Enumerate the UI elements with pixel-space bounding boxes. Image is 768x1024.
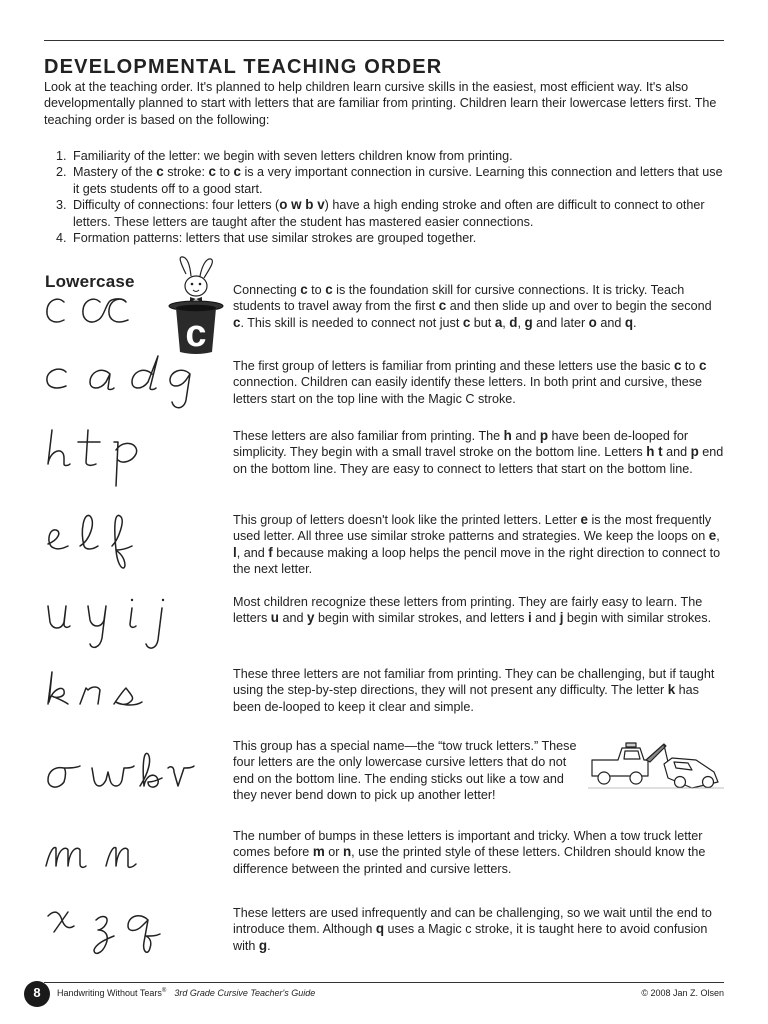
cursive-e-l-f <box>44 510 144 574</box>
list-number: 1. <box>56 149 67 163</box>
page-number-badge <box>24 981 50 1007</box>
group-paragraph: The number of bumps in these letters is important and tricky. When a tow truck letter comes before m or n, use the printed style of these letters. Children should know the difference between the printed and cursive letters. <box>233 829 706 876</box>
list-number: 3. <box>56 198 67 213</box>
group-paragraph: Connecting c to c is the foundation skill for cursive connections. It is tricky. Teach students to travel away from the first c and then slide up and over to begin the second c. This skill is needed to connect not just c but a, d, g and later o and q. <box>233 282 712 330</box>
tow-truck-icon <box>588 734 724 792</box>
cursive-o-w-b-v <box>44 750 204 800</box>
list-text: Familiarity of the letter: we begin with seven letters children know from printing. <box>73 149 513 163</box>
publisher-name: Handwriting Without Tears <box>57 988 162 998</box>
copyright-notice: © 2008 Jan Z. Olsen <box>641 988 724 998</box>
list-item <box>56 197 726 230</box>
intro-paragraph: Look at the teaching order. It's planned to help children learn cursive skills in the easiest, most efficient way. It's also developmentally planned to start with letters that are familiar from printing. Children learn their lowercase letters first. The teaching order is based on the following: <box>44 80 717 127</box>
group-paragraph: Most children recognize these letters from printing. They are fairly easy to learn. The letters u and y begin with similar strokes, and letters i and j begin with similar strokes. <box>233 595 712 626</box>
registered-mark: ® <box>161 988 167 994</box>
footer-book-info <box>57 988 315 998</box>
top-rule <box>44 40 724 41</box>
cursive-u-y-i-j <box>44 594 174 654</box>
list-text: Mastery of the c stroke: c to c is a very important connection in cursive. Learning this connection and letters that use it gets students off to a good start. <box>73 164 723 196</box>
group-paragraph: These three letters are not familiar from printing. They can be challenging, but if taught using the step-by-step directions, they will not present any difficulty. The letter k has been de-looped to keep it clear and simple. <box>233 667 715 714</box>
group-paragraph: This group has a special name—the “tow truck letters.” These four letters are the only lowercase cursive letters that do not end on the bottom line. The ending sticks out like a tow and they never bend down to pick up another letter! <box>233 739 577 803</box>
group-paragraph: These letters are also familiar from printing. The h and p have been de-looped for simplicity. They begin with a small travel stroke on the bottom line. Letters h t and p end on the bottom line. They are easy to connect to letters that start on the bottom line. <box>233 428 724 476</box>
book-title: 3rd Grade Cursive Teacher's Guide <box>174 988 316 998</box>
list-item <box>56 164 726 197</box>
cursive-k-r-s <box>44 668 154 712</box>
list-text: Difficulty of connections: four letters (o w b v) have a high ending stroke and often are difficult to connect to other letters. These letters are taught after the student has mastered easier connections. <box>73 197 705 229</box>
hat-letter: c <box>185 313 207 355</box>
lowercase-heading: Lowercase <box>45 272 135 291</box>
bottom-rule <box>44 982 724 983</box>
cursive-x-z-q <box>44 900 164 960</box>
cursive-m-n <box>44 836 164 872</box>
group-paragraph: This group of letters doesn't look like the printed letters. Letter e is the most frequently used letter. All three use similar stroke patterns and strategies. We keep the loops on e, l, and f because making a loop helps the pencil move in the right direction to connect to the next letter. <box>233 512 721 577</box>
cursive-h-t-p <box>44 424 154 494</box>
rabbit-hat-icon <box>166 256 224 358</box>
group-paragraph: These letters are used infrequently and can be challenging, so we wait until the end to introduce them. Although q uses a Magic c stroke, it is taught here to avoid confusion with g. <box>233 906 712 953</box>
list-item <box>56 148 726 164</box>
list-item <box>56 230 726 246</box>
list-number: 2. <box>56 165 67 180</box>
list-text: Formation patterns: letters that use similar strokes are grouped together. <box>73 231 477 246</box>
page-number: 8 <box>33 985 41 1000</box>
list-number: 4. <box>56 231 67 246</box>
page-title: DEVELOPMENTAL TEACHING ORDER <box>44 56 443 78</box>
cursive-c-a-d-g <box>44 352 204 412</box>
group-paragraph: The first group of letters is familiar from printing and these letters use the basic c to c connection. Children can easily identify these letters. In both print and cursive, these letters start on the top line with the Magic C stroke. <box>233 358 707 406</box>
cursive-c-cc <box>44 292 144 332</box>
teaching-order-list <box>56 148 726 246</box>
